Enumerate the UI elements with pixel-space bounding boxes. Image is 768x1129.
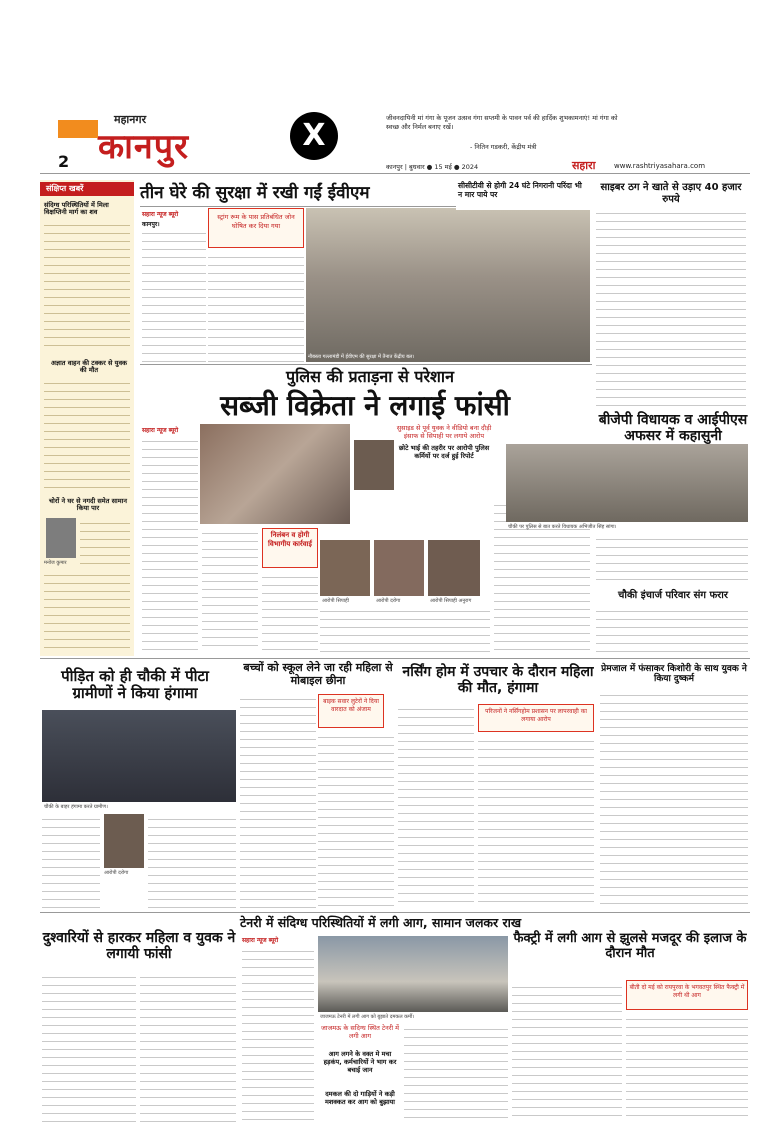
sidebar-item-body [44,378,130,494]
orange-bar [58,120,98,138]
sidebar-item-title: चोरों ने घर से नगदी समेत सामान किया पार [49,497,127,513]
accused-photo-2 [374,540,424,596]
accused-photo-1 [320,540,370,596]
phone-body [240,694,316,908]
victim-photo [42,710,236,802]
evm-box-text: स्ट्रांग रूम के पास प्रतिबंधित जोन घोषित कर दिया गया [217,213,295,230]
masthead-rule [40,173,750,174]
brand-logo: सहारा [572,159,596,172]
x-logo-icon: X [290,112,338,160]
fire-headline: टेनरी में संदिग्ध परिस्थितियों में लगी आग, सामान जलकर राख [240,915,522,930]
victim-portrait [104,814,144,868]
phone-body [318,732,394,908]
accused-caption-1: आरोपी सिपाही [322,598,349,604]
fire-caption: जाजमऊ टेनरी में लगी आग को बुझाते दमकल कर्मी। [320,1014,415,1020]
factory-body [626,1014,748,1122]
vendor-side-text: सुसाइड से पूर्व युवक ने वीडियो बना दौड़ी इंसाफ से सिपाही पर लगाये आरोप [396,424,492,440]
masthead-title: कानपुर [98,127,190,167]
sidebar-item-title: संदिग्ध परिस्थितियों में मिला विक्षप्तिनी मार्ग का शव [44,201,109,217]
masthead [58,112,364,167]
evm-photo-headline: सीसीटीवी से होगी 24 घंटे निगरानी परिंदा भी न मार पाये पर [458,181,582,199]
sidebar-item-body [44,570,130,654]
factory-box [626,980,748,1010]
fraud-headline: साइबर ठग ने खाते से उड़ाए 40 हजार रुपये [600,182,742,205]
factory-body [512,982,622,1122]
vendor-side-text-2: छोटे भाई की तहरीर पर आरोपी पुलिस कर्मियों पर दर्ज हुई रिपोर्ट [398,444,490,460]
fire-box-3 [320,1090,400,1106]
divider [40,912,750,913]
vendor-box [262,528,318,568]
nursing-body [398,704,474,908]
divider [140,364,592,365]
teen-headline: प्रेमजाल में फंसाकर किशोरी के साथ युवक ने किया दुष्कर्म [601,664,747,685]
bjp-headline: बीजेपी विधायक व आईपीएस अफसर में कहासुनी [598,412,748,445]
sidebar-item-title: अज्ञात वाहन की टक्कर से युवक की मौत [50,359,128,375]
victim-body [42,814,100,908]
nursing-headline: नर्सिंग होम में उपचार के दौरान महिला की मौत, हंगामा [402,664,594,697]
victim-headline: पीड़ित को ही चौकी में पीटा ग्रामीणों ने किया हंगामा [61,667,209,703]
evm-headline: तीन घेरे की सुरक्षा में रखी गईं ईवीएम [140,183,370,203]
vendor-body [494,500,590,652]
fire-byline: सहारा न्यूज ब्यूरो [242,937,279,944]
evm-city: कानपुर। [142,221,160,228]
evm-caption: नौबस्ता गल्लामंडी में ईवीएम की सुरक्षा में तैनात केंद्रीय बल। [308,354,415,360]
bjp-body [596,606,748,652]
vendor-box-title: निलंबन व होगी विभागीय कार्रवाई [268,531,312,548]
website-link[interactable]: www.rashtriyasahara.com [614,162,706,170]
date-line: कानपुर | बुधवार ● 15 मई ● 2024 [386,163,479,171]
fire-box-2 [320,1050,400,1074]
bjp-body [596,534,748,584]
fire-box-1 [320,1024,400,1040]
woman-body [42,972,136,1122]
vendor-portrait [354,440,394,490]
fire-box-2-text: आग लगने के वक्त मे मचा हड़कंप, कर्मचारियों ने भाग कर बचाई जान [323,1050,397,1074]
sidebar-header-label: संक्षिप्त खबरें [46,184,84,193]
fire-box-3-text: दमकल की दो गाड़ियों ने कड़ी मशक्कत कर आग को बुझाया [325,1090,395,1106]
evm-byline: सहारा न्यूज ब्यूरो [142,211,179,218]
vendor-body [320,606,490,652]
nursing-box-text: परिजनों ने नर्सिंगहोम प्रशासन पर लापरवाही का लगाया आरोप [485,708,587,723]
quote-author: - नितिन गडकरी, केंद्रीय मंत्री [470,143,537,151]
evm-body [142,228,206,362]
accused-caption-2: आरोपी दरोगा [376,598,401,604]
woman-body [140,972,236,1122]
vendor-byline: सहारा न्यूज ब्यूरो [142,427,179,434]
factory-box-text: बीती दो मई को रायपुरवा के भगवतपुर स्थित फैक्ट्री में लगी थी आग [629,984,745,999]
nursing-body [478,736,594,908]
victim-body [148,814,236,908]
factory-headline: फैक्ट्री में लगी आग से झुलसे मजदूर की इलाज के दौरान मौत [513,931,747,961]
phone-box-text: बाइक सवार लुटेरों ने दिया वारदात को अंजाम [323,698,379,713]
fire-body [404,1024,508,1122]
fraud-body [596,208,746,408]
page-number: 2 [58,152,70,171]
vendor-headline: सब्जी विक्रेता ने लगाई फांसी [220,389,510,422]
phone-headline: बच्चों को स्कूल लेने जा रही महिला से मोबाइल छीना [243,661,393,687]
evm-photo [306,208,590,362]
fire-photo [318,936,508,1012]
bjp-photo [506,444,748,522]
vendor-photo [200,424,350,524]
evm-box [208,208,304,248]
phone-box [318,694,384,728]
vendor-side-box [396,424,492,496]
divider [140,206,470,207]
sidebar-item-body [44,220,130,350]
person-photo [46,518,76,558]
evm-body [208,252,304,362]
masthead-quote: जीवनदायिनी मां गंगा के पूजन उत्सव गंगा सप्तमी के पावन पर्व की हार्दिक शुभकामनाएं! मां गंगा को स्वच्छ और निर्मल बनाए रखें। [386,114,618,131]
vendor-subhead: पुलिस की प्रताड़ना से परेशान [286,367,454,386]
accused-photo-3 [428,540,480,596]
victim-caption: चौकी के बाहर हंगामा करते ग्रामीण। [44,804,108,810]
nursing-box [478,704,594,732]
vendor-body [202,528,258,652]
sidebar [40,180,134,656]
person-caption: मनोज कुमार [44,560,67,566]
bjp-subhead: चौकी इंचार्ज परिवार संग फरार [618,590,728,601]
bjp-caption: चौकी पर पुलिस से बात करते विधायक अभिजीत सिंह सांगा। [508,524,617,530]
woman-headline: दुश्वारियों से हारकर महिला व युवक ने लगायी फांसी [42,930,236,963]
fire-body [242,946,314,1122]
teen-body [600,690,748,908]
sidebar-item-body [80,518,130,566]
vendor-body [142,436,198,652]
divider [40,658,750,659]
masthead-small: महानगर [114,113,147,126]
accused-caption-3: आरोपी सिपाही अनुराग [430,598,472,604]
vendor-body [262,572,318,652]
fire-box-1-text: जाजमऊ के सदिग्ध स्थित टेनरी में लगी आग [320,1024,400,1040]
victim-photo-caption: आरोपी दरोगा [104,870,129,876]
